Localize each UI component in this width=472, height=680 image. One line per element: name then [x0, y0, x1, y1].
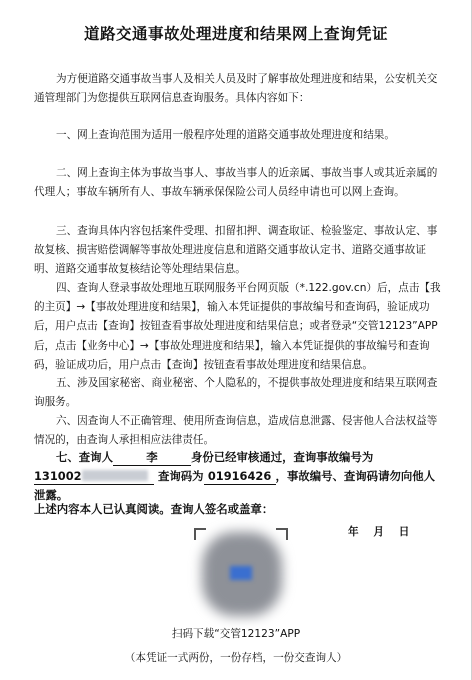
item-7-mid: 身份已经审核通过，查询事故编号为	[190, 450, 374, 464]
item-7-suffix: ，事故编号、查询码请勿向他人泄露。	[34, 469, 436, 503]
redacted-case-number	[82, 470, 148, 481]
item-5	[34, 374, 444, 412]
query-code: 01916426	[204, 468, 276, 485]
item-1	[34, 126, 444, 145]
case-number-field	[34, 468, 154, 485]
qr-code-image	[194, 528, 288, 616]
signature-date: 年 月 日	[348, 526, 410, 538]
item-3-text: 三、查询具体内容包括案件受理、扣留扣押、调查取证、检验鉴定、事故认定、事故复核、损害赔偿调解等事故处理进度信息和道路交通事故认定书、道路交通事故证明、道路交通事故复核结论等处理结果信息。	[34, 225, 438, 276]
declaration: 上述内容本人已认真阅读。查询人签名或盖章：	[34, 502, 274, 516]
item-2	[34, 164, 444, 202]
item-3	[34, 222, 444, 280]
item-1-text: 一、网上查询范围为适用一般程序处理的道路交通事故处理进度和结果。	[56, 129, 395, 141]
item-6-text: 六、因查询人不正确管理、使用所查询信息，造成信息泄露、侵害他人合法权益等情况的，由查询人承担相应法律责任。	[34, 415, 438, 447]
item-5-text: 五、涉及国家秘密、商业秘密、个人隐私的，不提供事故处理进度和结果互联网查询服务。	[34, 377, 438, 409]
query-code-label: 查询码为	[157, 469, 204, 484]
qr-corner-top-right	[276, 528, 288, 540]
case-number: 131002	[34, 469, 82, 484]
item-7-prefix: 七、查询人	[56, 450, 113, 464]
item-6	[34, 412, 444, 450]
item-2-text: 二、网上查询主体为事故当事人、事故当事人的近亲属、事故当事人或其近亲属的代理人；事故车辆所有人、事故车辆承保保险公司人员经申请也可以网上查询。	[34, 167, 438, 199]
intro-paragraph	[34, 70, 444, 108]
footer-note: （本凭证一式两份，一份存档，一份交查询人）	[124, 652, 348, 664]
querier-name: 李	[113, 449, 191, 466]
intro-text: 为方便道路交通事故当事人及相关人员及时了解事故处理进度和结果，公安机关交通管理部门为您提供互联网信息查询服务。具体内容如下：	[34, 73, 438, 105]
qr-corner-top-left	[194, 528, 206, 540]
page-title: 道路交通事故处理进度和结果网上查询凭证	[83, 24, 388, 43]
qr-caption: 扫码下载“交管12123”APP	[171, 628, 301, 640]
item-7	[34, 448, 444, 506]
qr-center-logo	[230, 566, 252, 580]
item-4	[34, 279, 444, 375]
item-4-text: 四、查询人登录事故处理地互联网服务平台网页版（*.122.gov.cn）后，点击【我的主页】→【事故处理进度和结果】，输入本凭证提供的事故编号和查询码，验证成功后，用户点击【查询】按钮查看事故处理进度和结果信息；或者登录“交管12123”APP后，点击【业务中心】→【事故处理进度和结果】，输入本凭证提供的事故编号和查询码，验证成功后，用户点击【查询】按钮查看事故处理进度和结果信息。	[34, 282, 441, 371]
